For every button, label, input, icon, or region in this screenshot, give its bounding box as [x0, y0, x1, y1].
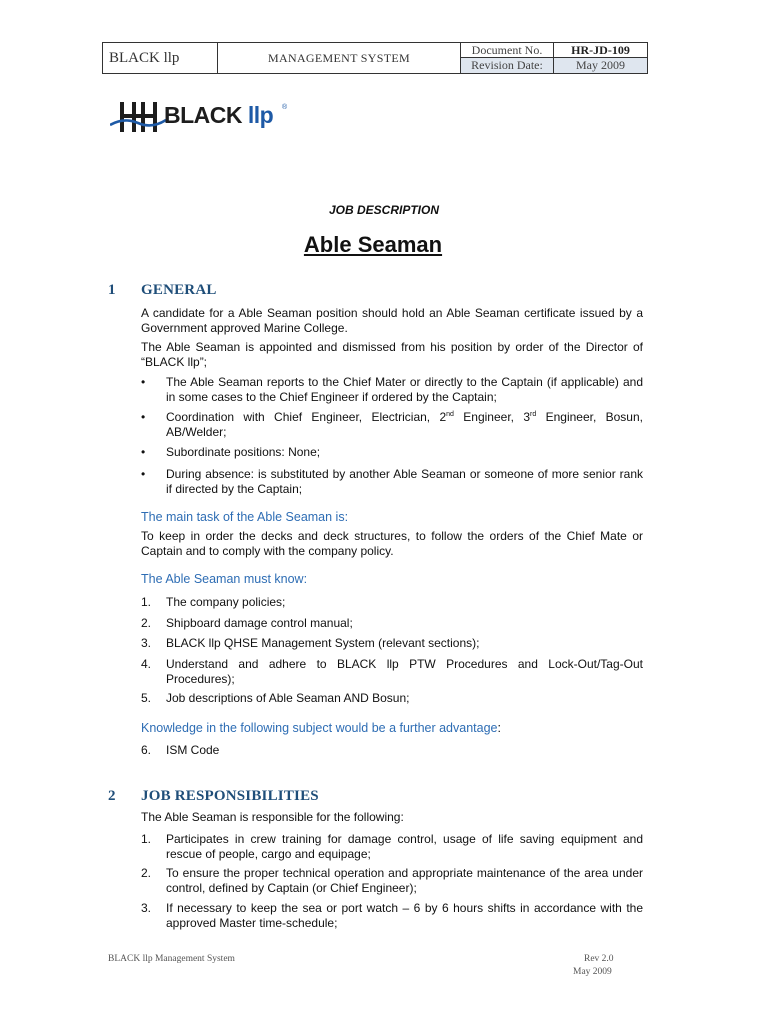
header-company: BLACK llp	[103, 43, 218, 73]
document-type: JOB DESCRIPTION	[328, 203, 439, 217]
bullet-item: • Subordinate positions: None;	[141, 445, 643, 460]
logo-wordmark	[164, 102, 273, 129]
bullet-text: The Able Seaman reports to the Chief Mater or directly to the Captain (if applicable) and in some cases to the Chief Engineer if ordered by the Captain;	[166, 375, 643, 404]
list-item: 3. If necessary to keep the sea or port watch – 6 by 6 hours shifts in accordance with the approved Master time-schedule;	[141, 901, 643, 930]
list-item: 3. BLACK llp QHSE Management System (relevant sections);	[141, 636, 480, 650]
header-system: MANAGEMENT SYSTEM	[218, 43, 461, 73]
rev-date-value: May 2009	[554, 58, 647, 73]
list-item: 5. Job descriptions of Able Seaman AND Bosun;	[141, 691, 410, 705]
bullet-text: During absence: is substituted by another Able Seaman or someone of more senior rank if directed by the Captain;	[166, 467, 643, 496]
bullet-item: • Coordination with Chief Engineer, Electrician, 2nd Engineer, 3rd Engineer, Bosun, AB/Welder;	[141, 410, 643, 439]
list-item: 2. To ensure the proper technical operation and appropriate maintenance of the area under control, defined by Captain (or Chief Engineer);	[141, 866, 643, 895]
header-labels	[461, 43, 554, 73]
logo-mark-icon	[110, 98, 166, 136]
company-logo	[110, 98, 290, 136]
list-item: 4. Understand and adhere to BLACK llp PTW Procedures and Lock-Out/Tag-Out Procedures);	[141, 657, 643, 686]
list-item: 2. Shipboard damage control manual;	[141, 616, 353, 630]
section-2-number: 2	[108, 788, 116, 804]
section-1-number: 1	[108, 282, 116, 298]
list-item: 6. ISM Code	[141, 743, 220, 757]
header-values	[554, 43, 647, 73]
logo-registered-mark: ®	[282, 104, 288, 111]
footer-rev: Rev 2.0	[584, 954, 614, 964]
section-2-title: JOB RESPONSIBILITIES	[141, 788, 319, 804]
subheading-must-know: The Able Seaman must know:	[141, 572, 308, 586]
subheading-main-task: The main task of the Able Seaman is:	[141, 510, 349, 524]
rev-date-label: Revision Date:	[461, 58, 553, 73]
main-task-paragraph: To keep in order the decks and deck structures, to follow the orders of the Chief Mate or Captain and to comply with the company policy.	[141, 529, 643, 558]
bullet-text: Coordination with Chief Engineer, Electrician, 2nd Engineer, 3rd Engineer, Bosun, AB/Welder;	[166, 410, 643, 439]
document-header-table	[102, 42, 648, 74]
list-item: 1. The company policies;	[141, 595, 286, 609]
section-1-title: GENERAL	[141, 282, 217, 298]
logo-text-llp: llp	[247, 102, 274, 128]
footer-left: BLACK llp Management System	[108, 954, 235, 964]
list-item: 1. Participates in crew training for damage control, usage of life saving equipment and rescue of people, cargo and equipage;	[141, 832, 643, 861]
bullet-item: • During absence: is substituted by another Able Seaman or someone of more senior rank if directed by the Captain;	[141, 467, 643, 496]
footer-date: May 2009	[573, 967, 612, 977]
general-paragraph-1: A candidate for a Able Seaman position should hold an Able Seaman certificate issued by a Government approved Marine College.	[141, 306, 643, 335]
page-title: Able Seaman	[303, 232, 443, 257]
logo-text-black: BLACK	[164, 102, 242, 128]
bullet-item: • The Able Seaman reports to the Chief Mater or directly to the Captain (if applicable) and in some cases to the Chief Engineer if ordered by the Captain;	[141, 375, 643, 404]
bullet-text: Subordinate positions: None;	[166, 445, 321, 459]
doc-no-value: HR-JD-109	[554, 43, 647, 58]
responsibilities-intro: The Able Seaman is responsible for the following:	[141, 810, 404, 824]
general-paragraph-2: The Able Seaman is appointed and dismissed from his position by order of the Director of “BLACK llp”;	[141, 340, 643, 369]
subheading-advantage: Knowledge in the following subject would be a further advantage:	[141, 721, 501, 735]
doc-no-label: Document No.	[461, 43, 553, 58]
